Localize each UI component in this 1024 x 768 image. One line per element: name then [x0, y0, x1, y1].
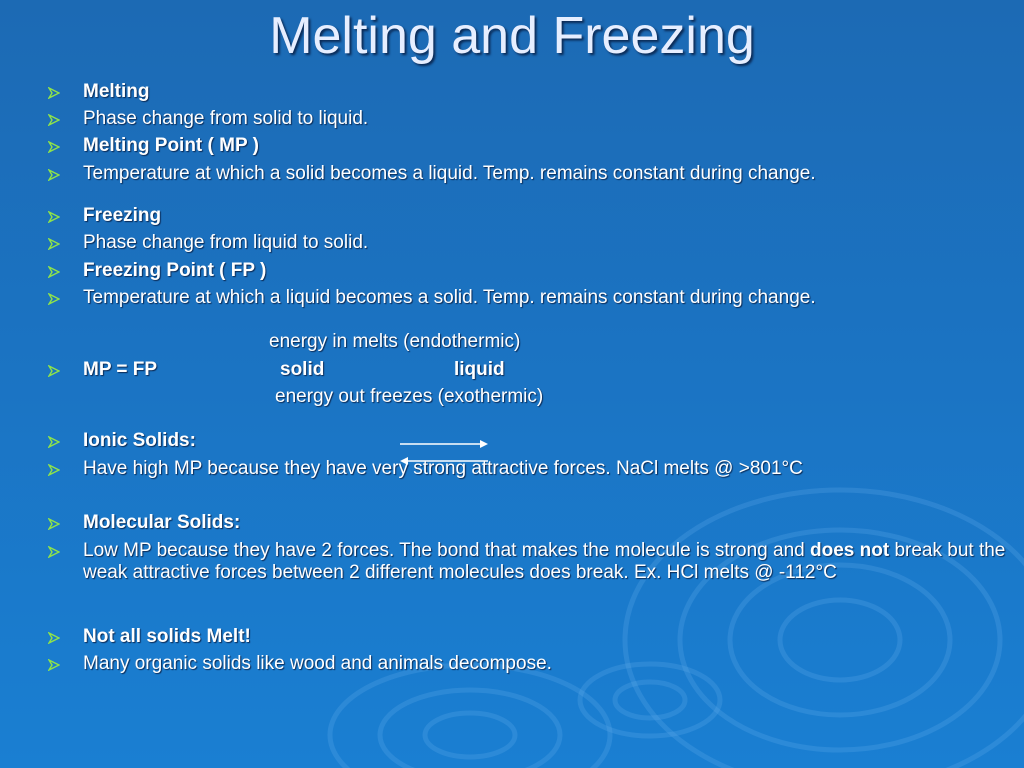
- molecular-text-part-2: break but the weak attractive forces between 2 different molecules does break. Ex. HCl melts @ -112°C: [83, 540, 1006, 583]
- arrowhead-bullet-icon: [48, 232, 68, 254]
- bullet-decompose: [48, 653, 1014, 675]
- bullet-freezing: [48, 205, 1014, 227]
- bullet-text: Temperature at which a solid becomes a liquid. Temp. remains constant during change.: [83, 163, 816, 184]
- bullet-text: Have high MP because they have very strong attractive forces. NaCl melts @ >801°C: [83, 458, 803, 479]
- molecular-text-part-1: Low MP because they have 2 forces. The bond that makes the molecule is strong and: [83, 540, 811, 561]
- bullet-freezing-definition: [48, 232, 1014, 254]
- arrowhead-bullet-icon: [48, 205, 68, 227]
- bullet-text: Ionic Solids:: [83, 430, 196, 451]
- bullet-text: Not all solids Melt!: [83, 626, 251, 647]
- bullet-ionic-solids: [48, 430, 1014, 452]
- arrowhead-bullet-icon: [48, 108, 68, 130]
- arrowhead-bullet-icon: [48, 653, 68, 675]
- bullet-text: MP = FP: [83, 359, 158, 380]
- molecular-emphasis: does not: [810, 540, 890, 561]
- bullet-melting-definition: [48, 108, 1014, 130]
- bullet-text: Melting Point ( MP ): [83, 135, 259, 156]
- bullet-text: [83, 540, 1014, 584]
- bullet-freezing-point-definition: [48, 287, 1014, 309]
- bullet-text: Phase change from liquid to solid.: [83, 232, 369, 253]
- bullet-freezing-point: [48, 260, 1014, 282]
- energy-out-label: energy out freezes (exothermic): [275, 386, 544, 407]
- arrowhead-bullet-icon: [48, 287, 68, 309]
- arrowhead-bullet-icon: [48, 260, 68, 282]
- bullet-text: Temperature at which a liquid becomes a solid. Temp. remains constant during change.: [83, 287, 816, 308]
- arrowhead-bullet-icon: [48, 359, 68, 381]
- arrowhead-bullet-icon: [48, 135, 68, 157]
- liquid-label: liquid: [454, 359, 505, 380]
- arrowhead-bullet-icon: [48, 458, 68, 480]
- bullet-text: Freezing Point ( FP ): [83, 260, 267, 281]
- bullet-text: Melting: [83, 81, 150, 102]
- bullet-text: Many organic solids like wood and animals decompose.: [83, 653, 552, 674]
- bullet-text: Freezing: [83, 205, 162, 226]
- arrowhead-bullet-icon: [48, 512, 68, 534]
- arrowhead-bullet-icon: [48, 626, 68, 648]
- bullet-molecular-definition: [48, 540, 1014, 584]
- bullet-text: Phase change from solid to liquid.: [83, 108, 369, 129]
- solid-label: solid: [280, 359, 325, 380]
- energy-in-label: energy in melts (endothermic): [269, 331, 521, 352]
- bullet-melting-point-definition: [48, 163, 1014, 185]
- bullet-ionic-definition: [48, 458, 1014, 480]
- arrowhead-bullet-icon: [48, 163, 68, 185]
- arrowhead-bullet-icon: [48, 81, 68, 103]
- slide-title: Melting and Freezing: [269, 7, 755, 65]
- bullet-melting-point: [48, 135, 1014, 157]
- bullet-melting: [48, 81, 1014, 103]
- arrowhead-bullet-icon: [48, 430, 68, 452]
- bullet-not-all-solids: [48, 626, 1014, 648]
- arrowhead-bullet-icon: [48, 540, 68, 562]
- bullet-molecular-solids: [48, 512, 1014, 534]
- bullet-mp-equals-fp: [48, 359, 1014, 381]
- bullet-text: Molecular Solids:: [83, 512, 241, 533]
